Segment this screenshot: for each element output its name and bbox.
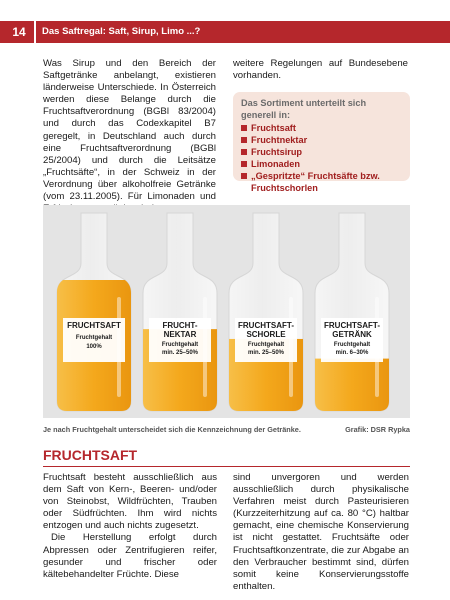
bottle <box>227 213 305 413</box>
bottle-name: FRUCHT- <box>162 321 198 330</box>
list-item: „Gespritzte“ Fruchtsäfte bzw. Fruchtschorlen <box>241 170 402 194</box>
chapter-title: Das Saftregal: Saft, Sirup, Limo ...? <box>42 26 201 37</box>
list-item: Fruchtsaft <box>241 122 402 134</box>
assortment-info-box <box>233 92 410 193</box>
list-item: Fruchtsirup <box>241 146 402 158</box>
bottle-name: FRUCHTSAFT <box>67 321 121 330</box>
bottle-name: FRUCHTSAFT- <box>324 321 380 330</box>
bottle-name: SCHORLE <box>246 330 286 339</box>
bottle-fruit-content: 100% <box>86 344 102 350</box>
bottle-fruit-content: min. 6–30% <box>335 350 369 356</box>
header-divider <box>34 21 36 43</box>
bottle-fruit-content: min. 25–50% <box>161 350 199 356</box>
bottle-fruit-content: Fruchtgehalt <box>161 342 199 348</box>
section-text-right: sind unvergoren und werden ausschließlich durch physikalische Verfahren meist durch Pasteurisieren (Kurzzeiterhitzung auf ca. 80 °C) haltbar gemacht, eine chemische Konservierung ist nicht gestattet. Fruchtsäfte oder Fruchtsaftkonzentrate, die zur Abgabe an den Verbraucher bestimmt sind, dürfen somit keine Konservierungsstoffe enthalten. <box>233 472 409 592</box>
bottle-name: GETRÄNK <box>332 330 372 339</box>
intro-text-left: Was Sirup und den Bereich der Saftgetränke anbelangt, existieren länderweise Unterschiede. In Österreich werden diese Belange durch die Fruchtsaftverordnung (BGBl 83/2004) und durch das Codexkapitel B7 geregelt, in Deutschland auch durch eine Fruchtsaftverordnung (BGBl 25/2004) und durch die Leitsätze „Fruchtsäfte“, in der Schweiz in der Verordnung über alkoholfreie Getränke (vom 23.11.2005). Für Limonaden und <box>43 58 216 203</box>
page-header <box>0 21 450 43</box>
section-divider <box>43 466 410 467</box>
graphic-credit: Grafik: DSR Rypka <box>345 425 410 434</box>
info-box-title: Das Sortiment unterteilt sich generell in: <box>241 98 367 120</box>
bottle-illustration <box>43 205 410 418</box>
section-paragraph-1: Fruchtsaft besteht ausschließlich aus dem Saft von Kern-, Beeren- und/oder von Steinobst, Wildfrüchten, Trauben oder Südfrüchten. Ihm wird nichts entzogen und auch nichts zugesetzt. <box>43 472 217 532</box>
list-item: Fruchtnektar <box>241 134 402 146</box>
bottle-name: NEKTAR <box>163 330 197 339</box>
bottle-fruit-content: Fruchtgehalt <box>75 335 113 341</box>
page-number: 14 <box>12 25 26 39</box>
section-text-left <box>43 472 217 581</box>
bottle-graphic <box>43 205 410 418</box>
section-paragraph-2: Die Herstellung erfolgt durch Abpressen oder Zentrifugieren reifer, gesunder und frischer oder kältebehandelter Früchte. Diese <box>43 532 217 580</box>
bottle <box>313 213 391 413</box>
bottle <box>55 213 133 413</box>
bottle-fruit-content: min. 25–50% <box>247 350 285 356</box>
bottle-name: FRUCHTSAFT- <box>238 321 294 330</box>
bottle-fruit-content: Fruchtgehalt <box>333 342 371 348</box>
assortment-list <box>241 122 402 194</box>
bottle <box>141 213 219 413</box>
bottle-fruit-content: Fruchtgehalt <box>247 342 285 348</box>
section-heading: FRUCHTSAFT <box>43 447 138 463</box>
intro-text-right: weitere Regelungen auf Bundesebene vorhanden. <box>233 58 408 82</box>
juice-fill <box>313 359 391 413</box>
graphic-caption: Je nach Fruchtgehalt unterscheidet sich die Kennzeichnung der Getränke. <box>43 425 301 434</box>
list-item: Limonaden <box>241 158 402 170</box>
